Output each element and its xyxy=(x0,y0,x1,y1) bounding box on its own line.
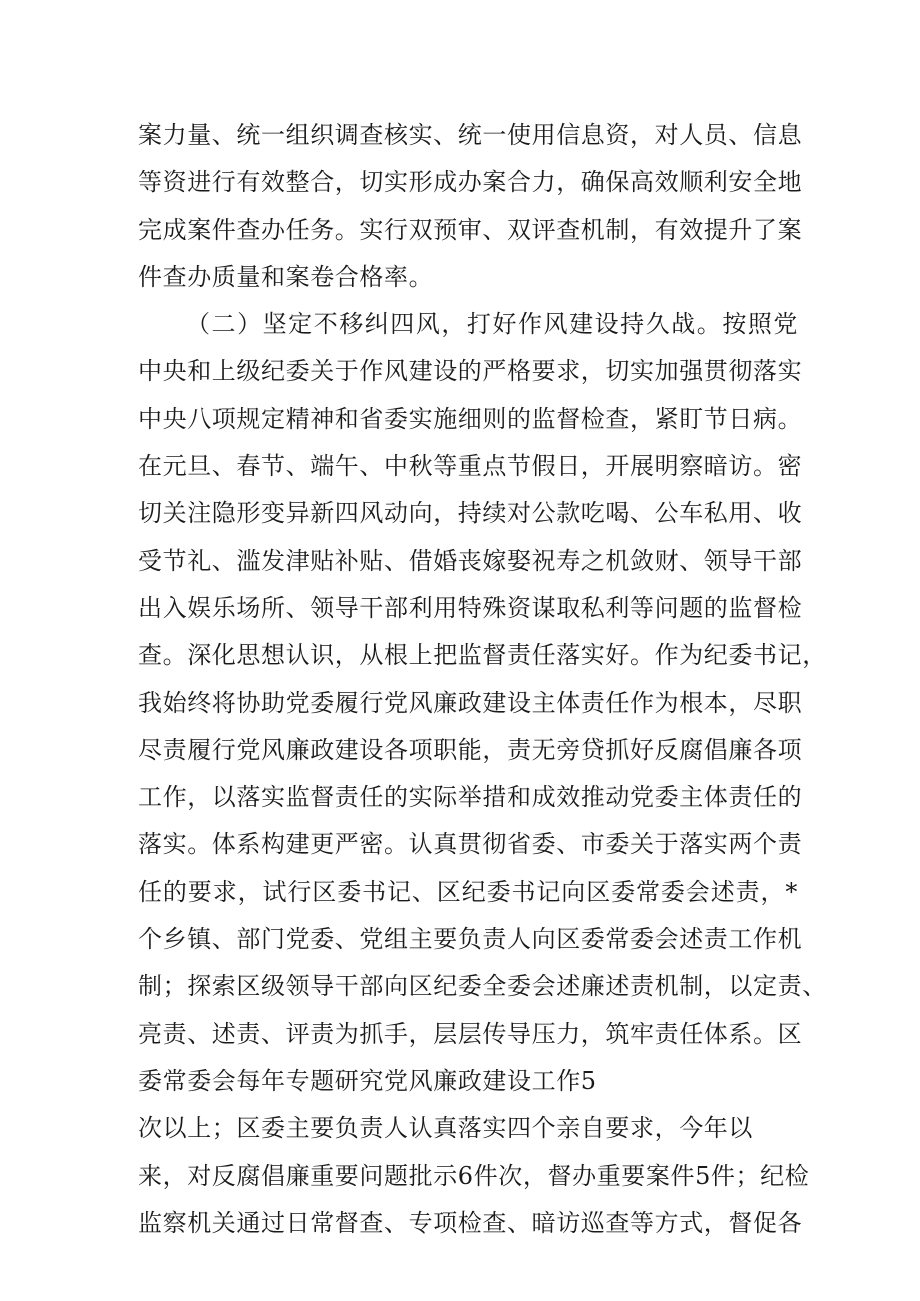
text-line-1: 案力量、统一组织调查核实、统一使用信息资，对人员、信息 xyxy=(138,121,803,149)
text-line-19: 制；探索区级领导干部向区纪委全委会述廉述责机制，以定责、 xyxy=(138,972,827,1001)
text-line-8: 在元旦、春节、端午、中秋等重点节假日，开展明察暗访。密 xyxy=(138,452,803,481)
text-line-15: 工作，以落实监督责任的实际举措和成效推动党委主体责任的 xyxy=(138,783,803,812)
text-line-4: 件查办质量和案卷合格率。 xyxy=(138,262,434,291)
text-line-18: 个乡镇、部门党委、党组主要负责人向区委常委会述责工作机 xyxy=(138,925,803,954)
text-line-24: 监察机关通过日常督查、专项检查、暗访巡查等方式，督促各 xyxy=(138,1208,803,1237)
text-line-22: 次以上；区委主要负责人认真落实四个亲自要求，今年以 xyxy=(138,1114,753,1143)
text-line-10: 受节礼、滥发津贴补贴、借婚丧嫁娶祝寿之机敛财、领导干部 xyxy=(138,546,803,575)
text-line-2: 等资进行有效整合，切实形成办案合力，确保高效顺利安全地 xyxy=(138,168,803,197)
text-line-17: 任的要求，试行区委书记、区纪委书记向区委常委会述责，* xyxy=(138,877,798,906)
text-line-21: 委常委会每年专题研究党风廉政建设工作5 xyxy=(138,1066,597,1095)
text-line-9: 切关注隐形变异新四风动向，持续对公款吃喝、公车私用、收 xyxy=(138,499,803,528)
text-line-11: 出入娱乐场所、领导干部利用特殊资谋取私利等问题的监督检 xyxy=(138,593,803,622)
body-text xyxy=(138,112,827,1247)
text-line-16: 落实。体系构建更严密。认真贯彻省委、市委关于落实两个责 xyxy=(138,830,803,859)
text-line-3: 完成案件查办任务。实行双预审、双评查机制，有效提升了案 xyxy=(138,215,803,244)
text-line-13: 我始终将协助党委履行党风廉政建设主体责任作为根本，尽职 xyxy=(138,688,803,717)
text-line-23: 来，对反腐倡廉重要问题批示6件次，督办重要案件5件；纪检 xyxy=(138,1161,810,1190)
paragraph-heading-line: （二）坚定不移纠四风，打好作风建设持久战。按照党 xyxy=(186,310,798,339)
text-line-6: 中央和上级纪委关于作风建设的严格要求，切实加强贯彻落实 xyxy=(138,357,803,386)
text-line-20: 亮责、述责、评责为抓手，层层传导压力，筑牢责任体系。区 xyxy=(138,1019,803,1048)
text-line-14: 尽责履行党风廉政建设各项职能，责无旁贷抓好反腐倡廉各项 xyxy=(138,735,803,764)
text-line-12: 查。深化思想认识，从根上把监督责任落实好。作为纪委书记， xyxy=(138,641,827,670)
text-line-7: 中央八项规定精神和省委实施细则的监督检查，紧盯节日病。 xyxy=(138,404,803,433)
